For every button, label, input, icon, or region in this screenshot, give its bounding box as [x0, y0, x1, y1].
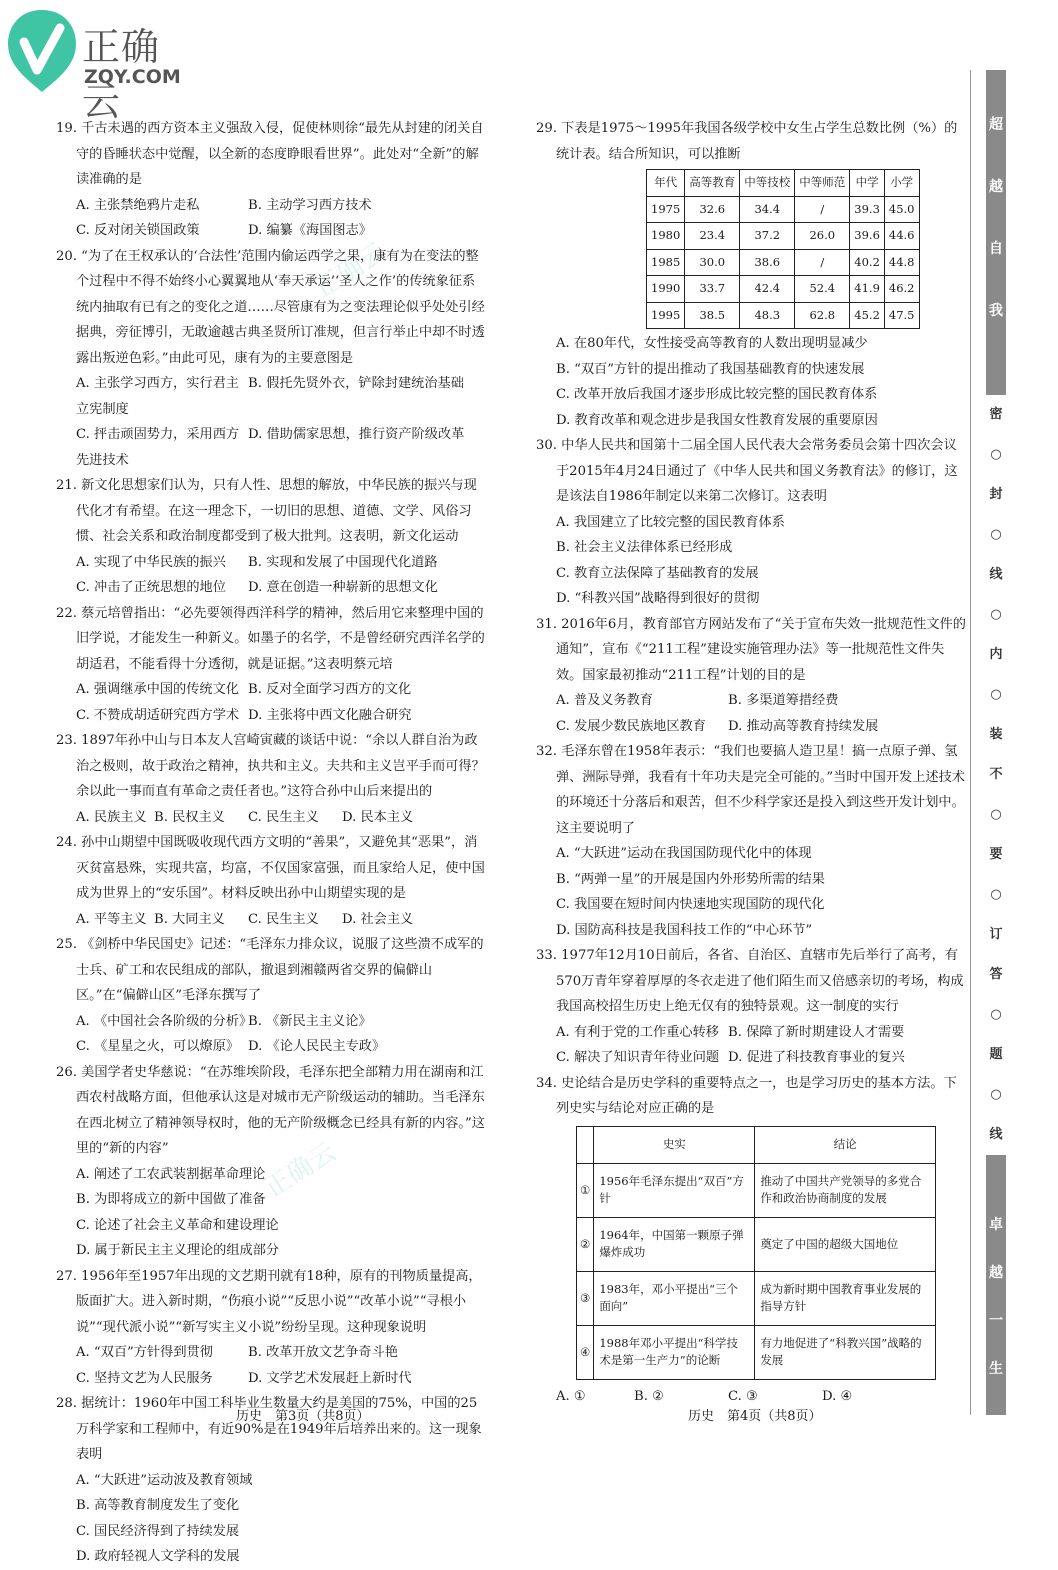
table-cell: 23.4	[685, 223, 740, 250]
table-cell: 1988年邓小平提出“科学技术是第一生产力”的论断	[594, 1325, 755, 1379]
option-b: B. 社会主义法律体系已经形成	[556, 540, 733, 555]
option-c: C. 教育立法保障了基础教育的发展	[556, 565, 759, 581]
sidebar-seal-char: 不	[989, 767, 1003, 782]
table-cell: ②	[577, 1217, 594, 1271]
option-d: D. 编纂《海国图志》	[248, 223, 372, 238]
question-stem: 21. 新文化思想家们认为，只有人性、思想的解放，中华民族的振兴与现代化才有希望。在这一理念下，一切旧的思想、道德、文学、风俗习惯、社会关系和政治制度都受到了极大批判。这表明，新文化运动	[56, 478, 477, 544]
table-cell: 1990	[647, 276, 685, 303]
option-b: B. 主动学习西方技术	[248, 197, 372, 213]
question-stem: 24. 孙中山期望中国既吸收现代西方文明的“善果”，又避免其“恶果”，消灭贫富悬殊，实现共富，均富，不仅国家富强，而且家给人足，使中国成为世界上的“安乐国”。材料反映出孙中山期望实现的是	[56, 835, 485, 901]
question-stem: 22. 蔡元培曾指出：“必先要领得西洋科学的精神，然后用它来整理中国的旧学说，才能发生一种新义。如墨子的名学，不是曾经研究西洋名学的胡适君，不能看得十分透彻，就是证据。”这表明蔡元培	[56, 605, 485, 672]
option-c: C. 冲击了正统思想的地位	[76, 580, 226, 595]
question-stem: 30. 中华人民共和国第十二届全国人民代表大会常务委员会第十四次会议于2015年4月24日通过了《中华人民共和国义务教育法》的修订，这是该法自1986年制定以来第二次修订。这表明	[536, 438, 958, 504]
table-row	[647, 276, 920, 303]
sidebar-seal-char: ○	[990, 607, 1002, 622]
question-stem: 29. 下表是1975～1995年我国各级学校中女生占学生总数比例（%）的统计表。结合所知识，可以推断	[536, 121, 958, 162]
sidebar-seal-char: 内	[989, 647, 1003, 662]
option-d: D. 促进了科技教育事业的复兴	[728, 1050, 905, 1065]
female-student-ratio-table	[646, 169, 920, 329]
option-a: A. 民族主义	[76, 809, 147, 825]
table-row	[577, 1163, 936, 1217]
option-a: A. “双百”方针得到贯彻	[76, 1345, 213, 1360]
brand-name-en: ZQY.COM	[84, 66, 181, 88]
sidebar-char: 卓	[989, 1217, 1003, 1233]
table-cell: 62.8	[795, 302, 850, 329]
sidebar-seal-char: 封	[989, 487, 1003, 502]
option-b: B. ②	[634, 1388, 664, 1404]
option-a: A. 主张学习西方，实行君主立宪制度	[76, 376, 239, 417]
page-footer-right: 历史 第4页（共8页）	[688, 1409, 822, 1424]
option-c: C. 《星星之火，可以燎原》	[76, 1039, 240, 1054]
table-cell: 1964年，中国第一颗原子弹爆炸成功	[594, 1217, 755, 1271]
option-b: B. 假托先贤外衣，铲除封建统治基础	[248, 376, 464, 391]
table-cell: 奠定了中国的超级大国地位	[755, 1217, 936, 1271]
table-cell: 1983年，邓小平提出“三个面向”	[594, 1271, 755, 1325]
table-cell: ④	[577, 1325, 594, 1379]
sidebar-char: 越	[989, 1265, 1003, 1281]
option-c: C. 论述了社会主义革命和建设理论	[76, 1217, 279, 1233]
table-cell: ③	[577, 1271, 594, 1325]
table-cell: /	[795, 249, 850, 276]
question-33	[536, 943, 966, 1071]
sidebar-bottom-text	[986, 1155, 1006, 1415]
option-d: D. ④	[822, 1388, 853, 1404]
sidebar-seal-char: 题	[989, 1047, 1003, 1062]
table-cell: 成为新时期中国教育事业发展的指导方针	[755, 1271, 936, 1325]
sidebar-seal-char: ○	[990, 527, 1002, 542]
option-a: A. ①	[556, 1388, 586, 1404]
option-a: A. 普及义务教育	[556, 693, 654, 708]
facts-conclusions-table	[576, 1126, 936, 1380]
table-cell: 30.0	[685, 249, 740, 276]
page-footer-left: 历史 第3页（共8页）	[236, 1409, 370, 1424]
option-c: C. 反对闭关锁国政策	[76, 223, 200, 238]
sidebar-char: 我	[989, 303, 1003, 319]
option-a: A. 在80年代，女性接受高等教育的人数出现明显减少	[556, 336, 868, 351]
option-c: C. 国民经济得到了持续发展	[76, 1523, 240, 1539]
option-d: D. 推动高等教育持续发展	[728, 718, 879, 734]
option-d: D. 社会主义	[342, 911, 414, 927]
option-c: C. 抨击顽固势力，采用西方先进技术	[76, 427, 240, 468]
sidebar-seal-char: 线	[989, 1127, 1003, 1142]
table-row	[647, 223, 920, 250]
option-b: B. 民权主义	[154, 809, 225, 825]
table-cell: 有力地促进了“科教兴国”战略的发展	[755, 1325, 936, 1379]
question-stem: 27. 1956年至1957年出现的文艺期刊就有18种，原有的刊物质量提高，版面扩大。进入新时期，“伤痕小说”“反思小说”“改革小说”“寻根小说”“现代派小说”“新写实主义小说”纷纷呈现。这种现象说明	[56, 1268, 482, 1335]
table-cell: 38.5	[685, 302, 740, 329]
option-d: D. 主张将中西文化融合研究	[248, 707, 412, 723]
table-cell: 1956年毛泽东提出“双百”方针	[594, 1163, 755, 1217]
option-a: A. 《中国社会各阶级的分析》	[76, 1013, 253, 1029]
sidebar-seal-char: 订	[989, 927, 1003, 942]
option-b: B. 高等教育制度发生了变化	[76, 1498, 240, 1513]
sidebar-char: 越	[989, 179, 1003, 195]
option-a: A. 有利于党的工作重心转移	[556, 1024, 719, 1040]
sidebar-seal-char: ○	[990, 887, 1002, 902]
table-header-cell	[577, 1126, 594, 1163]
table-row	[577, 1325, 936, 1379]
question-23	[56, 728, 486, 830]
table-cell: 45.2	[850, 302, 885, 329]
table-header-cell: 中等技校	[740, 170, 795, 197]
question-27	[56, 1264, 486, 1392]
table-cell: /	[795, 196, 850, 223]
left-column	[56, 116, 486, 1570]
sidebar-seal-char: 密	[989, 407, 1003, 422]
table-cell: 39.3	[850, 196, 885, 223]
option-d: D. 《论人民民主专政》	[248, 1039, 386, 1054]
table-cell: 52.4	[795, 276, 850, 303]
table-header-cell: 高等教育	[685, 170, 740, 197]
table-cell: 37.2	[740, 223, 795, 250]
table-cell: 推动了中国共产党领导的多党合作和政治协商制度的发展	[755, 1163, 936, 1217]
option-a: A. “大跃进”运动在我国国防现代化中的体现	[556, 846, 812, 861]
sidebar-char: 生	[989, 1361, 1003, 1377]
option-c: C. 民生主义	[248, 911, 319, 927]
sidebar-seal-char: ○	[990, 687, 1002, 702]
checkmark-logo-icon	[6, 8, 78, 94]
option-b: B. 《新民主主义论》	[248, 1013, 372, 1029]
sidebar-seal-char: 要	[989, 847, 1003, 862]
table-header-cell: 小学	[884, 170, 919, 197]
right-column	[536, 116, 966, 1409]
table-header-row	[647, 170, 920, 197]
option-d: D. 民本主义	[342, 809, 414, 825]
question-20	[56, 244, 486, 474]
question-stem: 28. 据统计：1960年中国工科毕业生数量大约是美国的75%，中国的25万科学家和工程师中，有近90%是在1949年后培养出来的。这一现象表明	[56, 1396, 482, 1462]
table-row	[577, 1217, 936, 1271]
option-d: D. 属于新民主主义理论的组成部分	[76, 1243, 280, 1258]
table-cell: 42.4	[740, 276, 795, 303]
brand-logo	[4, 6, 181, 124]
table-cell: 40.2	[850, 249, 885, 276]
question-stem: 32. 毛泽东曾在1958年表示：“我们也要搞人造卫星！搞一点原子弹、氢弹、洲际导弹，我看有十年功夫是完全可能的。”当时中国开发上述技术的环境还十分落后和艰苦，但不少科学家还是投入到这些开发计划中。这主要说明了	[536, 744, 965, 836]
sidebar-seal-char: ○	[990, 807, 1002, 822]
question-19	[56, 116, 486, 244]
sidebar-char: 超	[989, 117, 1003, 133]
option-c: C. ③	[728, 1388, 758, 1404]
sidebar-seal-char: 装	[989, 727, 1003, 742]
table-header-cell: 史实	[594, 1126, 755, 1163]
table-cell: 1975	[647, 196, 685, 223]
table-cell: 34.4	[740, 196, 795, 223]
watermark: 正确云	[259, 1137, 342, 1205]
table-cell: 38.6	[740, 249, 795, 276]
table-row	[577, 1271, 936, 1325]
question-stem: 33. 1977年12月10日前后，各省、自治区、直辖市先后举行了高考，有570万青年穿着厚厚的冬衣走进了他们陌生而又倍感亲切的考场，构成我国高校招生历史上绝无仅有的独特景观。这一制度的实行	[536, 948, 964, 1014]
sidebar-top-text	[986, 70, 1006, 395]
binding-line	[970, 70, 971, 1415]
option-b: B. 为即将成立的新中国做了准备	[76, 1192, 266, 1207]
question-24	[56, 830, 486, 932]
table-cell: 1980	[647, 223, 685, 250]
option-c: C. 解决了知识青年待业问题	[556, 1050, 720, 1065]
question-stem: 34. 史论结合是历史学科的重要特点之一，也是学习历史的基本方法。下列史实与结论对应正确的是	[536, 1075, 957, 1116]
table-cell: 41.9	[850, 276, 885, 303]
table-row	[647, 196, 920, 223]
question-stem: 31. 2016年6月，教育部官方网站发布了“关于宣布失效一批规范性文件的通知”，宣布《“211工程”建设实施管理办法》等一批规范性文件失效。国家最初推动“211工程”计划的目的是	[536, 616, 966, 683]
sidebar-seal-char: ○	[990, 1007, 1002, 1022]
question-31	[536, 612, 966, 740]
table-cell: 33.7	[685, 276, 740, 303]
question-30	[536, 433, 966, 612]
option-c: C. 民生主义	[248, 809, 319, 825]
table-header-cell: 年代	[647, 170, 685, 197]
question-29	[536, 116, 966, 433]
question-stem: 23. 1897年孙中山与日本友人宫崎寅藏的谈话中说：“余以人群自治为政治之极则，故于政治之精神，执共和主义。夫共和主义岂平手而可得？余以此一事而直有革命之责任者也。”这符合孙中山后来提出的	[56, 733, 485, 799]
option-b: B. “两弹一星”的开展是国内外形势所需的结果	[556, 871, 825, 887]
watermark: 正确云	[309, 237, 392, 305]
table-header-row	[577, 1126, 936, 1163]
option-d: D. 国防高科技是我国科技工作的“中心环节”	[556, 922, 813, 938]
option-d: D. 文学艺术发展赶上新时代	[248, 1370, 412, 1386]
question-34	[536, 1071, 966, 1410]
table-cell: 44.6	[884, 223, 919, 250]
sidebar-seal-char: ○	[990, 447, 1002, 462]
question-25	[56, 932, 486, 1060]
option-b: B. 大同主义	[154, 911, 225, 927]
question-32	[536, 739, 966, 943]
option-d: D. 借助儒家思想，推行资产阶级改革	[248, 427, 465, 442]
question-stem: 19. 千古未遇的西方资本主义强敌入侵，促使林则徐“最先从封建的闭关自守的昏睡状态中觉醒，以全新的态度睁眼看世界”。此处对“全新”的解读准确的是	[56, 121, 484, 187]
sidebar-char: 一	[989, 1313, 1003, 1329]
option-c: C. 我国要在短时间内快速地实现国防的现代化	[556, 897, 825, 912]
option-a: A. 主张禁绝鸦片走私	[76, 197, 200, 213]
option-b: B. “双百”方针的提出推动了我国基础教育的快速发展	[556, 361, 865, 377]
table-header-cell: 结论	[755, 1126, 936, 1163]
question-26	[56, 1060, 486, 1264]
option-a: A. “大跃进”运动波及教育领域	[76, 1472, 253, 1488]
option-a: A. 阐述了工农武装割据革命理论	[76, 1166, 266, 1182]
option-b: B. 实现和发展了中国现代化道路	[248, 554, 438, 570]
option-a: A. 我国建立了比较完整的国民教育体系	[556, 514, 785, 530]
table-cell: 44.8	[884, 249, 919, 276]
table-cell: 39.6	[850, 223, 885, 250]
question-22	[56, 601, 486, 729]
question-21	[56, 473, 486, 601]
question-stem: 26. 美国学者史华慈说：“在苏维埃阶段，毛泽东把全部精力用在湖南和江西农村战略方面，但他承认这是对城市无产阶级运动的辅助。当毛泽东在西北树立了精神领导权时，他的无产阶级概念已经具有新的内容。”这里的“新的内容”	[56, 1064, 485, 1156]
option-b: B. 改革开放文艺争奇斗艳	[248, 1345, 398, 1360]
table-cell: 32.6	[685, 196, 740, 223]
option-d: D. 教育改革和观念进步是我国女性教育发展的重要原因	[556, 412, 878, 428]
option-b: B. 多渠道筹措经费	[728, 693, 839, 708]
option-c: C. 不赞成胡适研究西方学术	[76, 707, 240, 723]
question-stem: 25. 《剑桥中华民国史》记述：“毛泽东力排众议，说服了这些溃不成军的士兵、矿工和农民组成的部队，撤退到湘赣两省交界的偏僻山区。”在“偏僻山区”毛泽东撰写了	[56, 937, 484, 1003]
table-cell: 1985	[647, 249, 685, 276]
option-c: C. 发展少数民族地区教育	[556, 718, 706, 734]
table-cell: 26.0	[795, 223, 850, 250]
option-d: D. 政府轻视人文学科的发展	[76, 1549, 240, 1564]
sidebar-char: 自	[989, 241, 1003, 257]
table-cell: 46.2	[884, 276, 919, 303]
sidebar-seal-line	[986, 395, 1006, 1155]
option-c: C. 改革开放后我国才逐步形成比较完整的国民教育体系	[556, 387, 878, 402]
option-d: D. 意在创造一种崭新的思想文化	[248, 580, 438, 595]
table-cell: 1995	[647, 302, 685, 329]
table-cell: 48.3	[740, 302, 795, 329]
table-row	[647, 302, 920, 329]
table-cell: ①	[577, 1163, 594, 1217]
option-b: B. 保障了新时期建设人才需要	[728, 1024, 905, 1040]
binding-sidebar	[986, 70, 1006, 1415]
question-stem: 20. “为了在王权承认的‘合法性’范围内偷运西学之果，康有为在变法的整个过程中不得不始终小心翼翼地从‘奉天承运’‘圣人之作’的传统象征系统内抽取有已有之的变化之道……尽管康有为之变法理论似乎处处引经据典，旁征博引，无敢逾越古典圣贤所订准规，但言行举止中却不时透露出叛逆色彩。”由此可见，康有为的主要意图是	[56, 248, 485, 366]
option-c: C. 坚持文艺为人民服务	[76, 1370, 213, 1386]
table-header-cell: 中学	[850, 170, 885, 197]
option-a: A. 强调继承中国的传统文化	[76, 682, 239, 697]
option-b: B. 反对全面学习西方的文化	[248, 682, 412, 697]
option-d: D. “科教兴国”战略得到很好的贯彻	[556, 591, 760, 606]
option-a: A. 平等主义	[76, 911, 147, 927]
sidebar-seal-char: 线	[989, 567, 1003, 582]
sidebar-seal-char: 答	[989, 967, 1003, 982]
table-cell: 45.0	[884, 196, 919, 223]
sidebar-seal-char: ○	[990, 1087, 1002, 1102]
table-header-cell: 中等师范	[795, 170, 850, 197]
brand-name-cn: 正确云	[82, 25, 161, 124]
table-row	[647, 249, 920, 276]
option-a: A. 实现了中华民族的振兴	[76, 554, 226, 570]
table-cell: 47.5	[884, 302, 919, 329]
